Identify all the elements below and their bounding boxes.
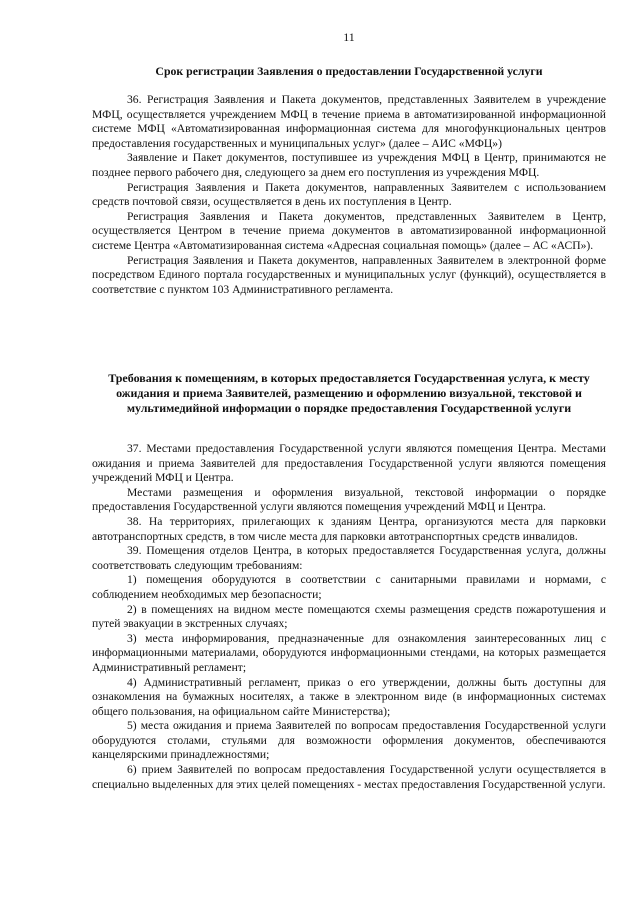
list-item-5: 5) места ожидания и приема Заявителей по вопросам предоставления Государственной услуги оборудуются столами, стульями для возможности оформления документов, обеспечиваются канцелярскими принадлежностями;	[92, 719, 606, 762]
section-heading-registration-term: Срок регистрации Заявления о предоставлении Государственной услуги	[155, 64, 543, 78]
page-number: 11	[343, 30, 355, 44]
section-heading-premises-requirements: Требования к помещениям, в которых предоставляется Государственная услуга, к месту ожидания и приема Заявителей, размещению и оформлению визуальной, текстовой и мультимедийной информации о порядке предоставления Государственной услуги	[108, 371, 590, 416]
section-body-registration-term	[92, 93, 606, 297]
paragraph-39: 39. Помещения отделов Центра, в которых предоставляется Государственная услуга, должны соответствовать следующим требованиям:	[92, 544, 606, 572]
paragraph-38: 38. На территориях, прилегающих к зданиям Центра, организуются места для парковки автотранспортных средств, в том числе места для парковки автотранспортных средств инвалидов.	[92, 514, 606, 543]
paragraph-postal: Регистрация Заявления и Пакета документов, направленных Заявителем с использованием средств почтовой связи, осуществляется в день их поступления в Центр.	[92, 180, 606, 209]
paragraph-36: 36. Регистрация Заявления и Пакета документов, представленных Заявителем в учреждение МФЦ, осуществляется учреждением МФЦ в течение приема в автоматизированной информационной системе МФЦ «Автоматизированная информационная система для многофункциональных центров предоставления государственных и муниципальных услуг» (далее – АИС «МФЦ»)	[92, 93, 606, 150]
paragraph-electronic: Регистрация Заявления и Пакета документов, направленных Заявителем в электронной форме посредством Единого портала государственных и муниципальных услуг (функций), осуществляется в соответствие с пунктом 103 Административного регламента.	[92, 253, 606, 296]
section-body-premises-requirements	[92, 442, 606, 792]
list-item-3: 3) места информирования, предназначенные для ознакомления заинтересованных лиц с информационными материалами, оборудуются информационными стендами, на которых размещается Административный регламент;	[92, 631, 606, 674]
list-item-1: 1) помещения оборудуются в соответствии с санитарными правилами и нормами, с соблюдением необходимых мер безопасности;	[92, 573, 606, 601]
paragraph-37: 37. Местами предоставления Государственной услуги являются помещения Центра. Местами ожидания и приема Заявителей для предоставления Государственной услуги являются помещения учреждений МФЦ и Центра.	[92, 442, 606, 485]
list-item-2: 2) в помещениях на видном месте помещаются схемы размещения средств пожаротушения и путей эвакуации в экстренных случаях;	[92, 602, 606, 631]
list-item-4: 4) Административный регламент, приказ о его утверждении, должны быть доступны для ознакомления на бумажных носителях, а также в электронном виде (в информационных системах общего пользования, на официальном сайте Министерства);	[92, 675, 606, 718]
paragraph-info-placement: Местами размещения и оформления визуальной, текстовой информации о порядке предоставления Государственной услуги являются помещения учреждений МФЦ и Центра.	[92, 485, 606, 514]
list-item-6: 6) прием Заявителей по вопросам предоставления Государственной услуги осуществляется в специально выделенных для этих целей помещениях - местах предоставления Государственной услуги.	[92, 763, 606, 791]
paragraph-center-registration: Регистрация Заявления и Пакета документов, представленных Заявителем в Центр, осуществляется Центром в течение приема документов в автоматизированной информационной системе Центра «Автоматизированная система «Адресная социальная помощь» (далее – АС «АСП»).	[92, 209, 606, 252]
paragraph-mfc-transfer: Заявление и Пакет документов, поступившее из учреждения МФЦ в Центр, принимаются не позднее первого рабочего дня, следующего за днем его поступления из учреждения МФЦ.	[92, 151, 606, 179]
